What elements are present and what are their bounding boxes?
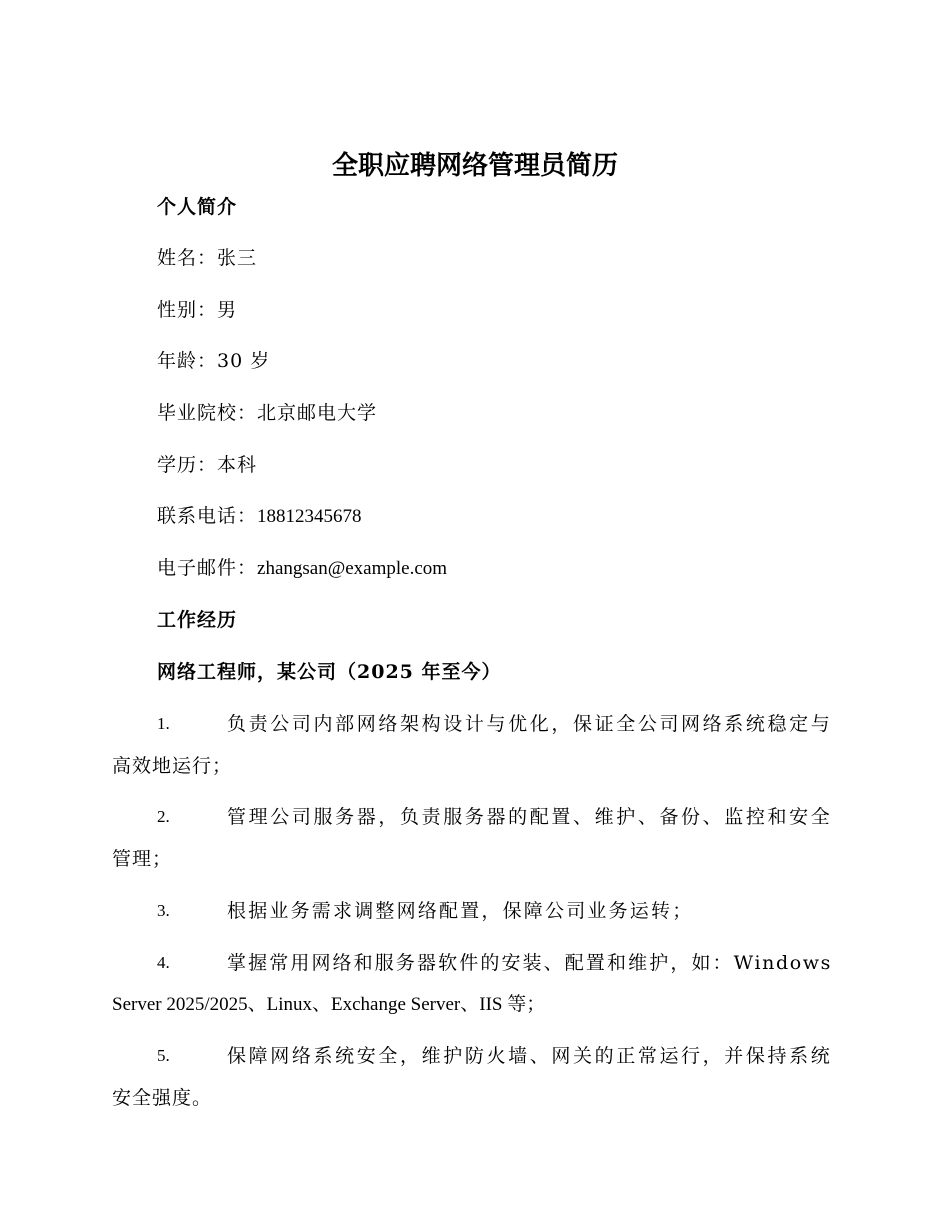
field-label: 学历： (157, 454, 218, 476)
list-item-text-continued: 管理； (112, 848, 173, 870)
section-heading-experience: 工作经历 (157, 609, 238, 631)
list-item-text: 掌握常用网络和服务器软件的安装、配置和维护，如：Windows (227, 952, 832, 974)
profile-field-name (157, 243, 257, 273)
profile-field-school (157, 398, 377, 428)
list-item-text-continued: 高效地运行； (112, 755, 233, 777)
field-value: 30 岁 (217, 350, 271, 372)
list-item-text-continued: 安全强度。 (112, 1087, 213, 1109)
field-label: 姓名： (157, 247, 218, 269)
field-label: 年龄： (157, 350, 218, 372)
field-value: 男 (217, 299, 238, 321)
section-heading-profile: 个人简介 (157, 196, 238, 218)
profile-field-degree (157, 450, 257, 480)
field-label: 性别： (157, 299, 218, 321)
list-item-text: 负责公司内部网络架构设计与优化，保证全公司网络系统稳定与 (227, 713, 832, 735)
list-item-text: 保障网络系统安全，维护防火墙、网关的正常运行，并保持系统 (227, 1045, 832, 1067)
list-item-text: 根据业务需求调整网络配置，保障公司业务运转； (227, 900, 694, 922)
field-label: 联系电话： (157, 505, 258, 527)
list-item-number: 1. (157, 714, 170, 733)
profile-field-email (157, 553, 447, 584)
document-title: 全职应聘网络管理员简历 (331, 151, 618, 181)
field-value: zhangsan@example.com (257, 558, 448, 579)
field-value: 18812345678 (257, 506, 362, 527)
field-value: 本科 (217, 454, 258, 476)
list-item-number: 5. (157, 1046, 170, 1065)
job-title: 网络工程师，某公司（2025 年至今） (157, 661, 502, 683)
field-value: 张三 (217, 247, 258, 269)
list-item-number: 3. (157, 901, 170, 920)
profile-field-age (157, 346, 270, 376)
field-label: 电子邮件： (157, 557, 258, 579)
list-item-text-continued: Server 2025/2025、Linux、Exchange Server、IIS 等； (112, 994, 546, 1015)
list-item-number: 4. (157, 953, 170, 972)
profile-field-gender (157, 295, 237, 325)
profile-field-phone (157, 501, 362, 532)
list-item-text: 管理公司服务器，负责服务器的配置、维护、备份、监控和安全 (227, 806, 832, 828)
list-item-number: 2. (157, 807, 170, 826)
field-label: 毕业院校： (157, 402, 258, 424)
field-value: 北京邮电大学 (257, 402, 378, 424)
